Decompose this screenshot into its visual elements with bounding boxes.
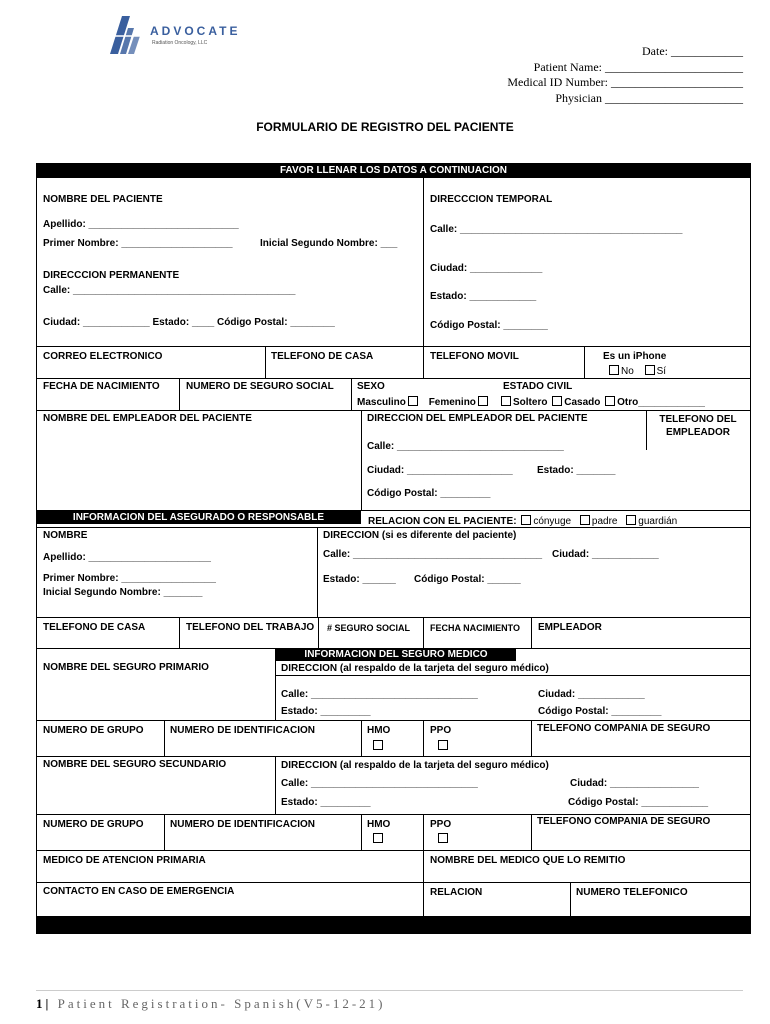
group-number-label: NUMERO DE GRUPO [43,725,144,736]
middle-initial-field[interactable]: Inicial Segundo Nombre: ___ [260,238,398,249]
permanent-city-field[interactable]: Ciudad: ____________ Estado: ____ Código Postal: ________ [43,317,335,328]
physician-field[interactable]: Physician _______________________ [555,90,743,105]
section-bar-patient: FAVOR LLENAR LOS DATOS A CONTINUACION [36,164,751,178]
employer-city-field[interactable]: Ciudad: ___________________ [367,465,513,476]
iphone-yes-checkbox[interactable] [645,365,655,375]
primary-state-field[interactable]: Estado: _________ [281,706,371,717]
married-label: Casado [564,397,601,408]
page-title: FORMULARIO DE REGISTRO DEL PACIENTE [256,120,514,134]
primary-street-field[interactable]: Calle: ______________________________ [281,689,478,700]
mobile-phone-label: TELEFONO MOVIL [430,351,519,362]
hmo-2-label: HMO [367,819,391,830]
footer-text: Patient Registration- Spanish(V5-12-21) [57,996,386,1011]
last-name-field[interactable]: Apellido: ___________________________ [43,219,239,230]
secondary-address-label: DIRECCION (al respaldo de la tarjeta del seguro médico) [281,760,549,771]
temporary-city-field[interactable]: Ciudad: _____________ [430,263,543,274]
primary-city-field[interactable]: Ciudad: ____________ [538,689,645,700]
employer-street-field[interactable]: Calle: ______________________________ [367,441,564,452]
iphone-no-checkbox[interactable] [609,365,619,375]
insured-state-field[interactable]: Estado: ______ [323,574,396,585]
birthdate-label: FECHA DE NACIMIENTO [43,381,160,392]
insured-employer-label: EMPLEADOR [538,622,602,633]
patient-name-label: NOMBRE DEL PACIENTE [43,194,163,205]
page-number: 1 [36,996,46,1011]
parent-checkbox[interactable] [580,515,590,525]
primary-address-label: DIRECCION (al respaldo de la tarjeta del seguro médico) [281,663,549,674]
other-field[interactable]: Otro____________ [617,397,705,408]
female-checkbox[interactable] [478,396,488,406]
guardian-label: guardián [638,516,678,527]
sex-label: SEXO [357,381,385,392]
insured-birthdate-label: FECHA NACIMIENTO [430,623,520,633]
spouse-checkbox[interactable] [521,515,531,525]
male-checkbox[interactable] [408,396,418,406]
single-label: Soltero [513,397,548,408]
secondary-city-field[interactable]: Ciudad: ________________ [570,778,699,789]
spouse-label: cónyuge [533,516,572,527]
employer-zip-field[interactable]: Código Postal: _________ [367,488,491,499]
iphone-yes-label: Sí [656,366,667,377]
temporary-address-label: DIRECCCION TEMPORAL [430,194,553,205]
group-number-2-label: NUMERO DE GRUPO [43,819,144,830]
other-checkbox[interactable] [605,396,615,406]
logo-subtitle: Radiation Oncology, LLC [152,40,208,46]
insured-ssn-label: # SEGURO SOCIAL [327,623,411,633]
secondary-street-field[interactable]: Calle: ______________________________ [281,778,478,789]
temporary-zip-field[interactable]: Código Postal: ________ [430,320,548,331]
employer-address-label: DIRECCION DEL EMPLEADOR DEL PACIENTE [367,413,588,424]
form-bottom-bar [36,916,751,934]
home-phone-label: TELEFONO DE CASA [271,351,374,362]
logo-brand: ADVOCATE [150,24,241,38]
section-bar-insured: INFORMACION DEL ASEGURADO O RESPONSABLE [36,511,361,524]
insured-street-field[interactable]: Calle: __________________________________ [323,549,543,560]
secondary-zip-field[interactable]: Código Postal: ____________ [568,797,709,808]
hmo-checkbox[interactable] [373,740,383,750]
ppo-label: PPO [430,725,452,736]
permanent-address-label: DIRECCCION PERMANENTE [43,270,180,281]
employer-name-label: NOMBRE DEL EMPLEADOR DEL PACIENTE [43,413,252,424]
married-checkbox[interactable] [552,396,562,406]
ppo-2-checkbox[interactable] [438,833,448,843]
insured-work-phone-label: TELEFONO DEL TRABAJO [186,622,315,633]
primary-insurance-label: NOMBRE DEL SEGURO PRIMARIO [43,662,209,673]
patient-name-field[interactable]: Patient Name: _______________________ [533,59,743,74]
female-label: Femenino [428,397,476,408]
employer-phone-label: TELEFONO DEL EMPLEADOR [659,414,737,438]
primary-zip-field[interactable]: Código Postal: _________ [538,706,662,717]
ppo-2-label: PPO [430,819,452,830]
insured-address-label: DIRECCION (si es diferente del paciente) [323,530,517,541]
iphone-label: Es un iPhone [603,351,667,362]
temporary-state-field[interactable]: Estado: ____________ [430,291,537,302]
referring-physician-label: NOMBRE DEL MEDICO QUE LO REMITIO [430,855,626,866]
ppo-checkbox[interactable] [438,740,448,750]
section-bar-insurance: INFORMACION DEL SEGURO MEDICO [276,649,516,661]
insured-last-name-field[interactable]: Apellido: ______________________ [43,552,211,563]
male-label: Masculino [357,397,406,408]
medical-id-field[interactable]: Medical ID Number: ______________________ [507,75,743,89]
secondary-state-field[interactable]: Estado: _________ [281,797,371,808]
marital-status-label: ESTADO CIVIL [503,381,573,392]
first-name-field[interactable]: Primer Nombre: ____________________ [43,238,233,249]
insured-zip-field[interactable]: Código Postal: ______ [414,574,521,585]
hmo-label: HMO [367,725,391,736]
ssn-label: NUMERO DE SEGURO SOCIAL [186,381,334,392]
relationship-2-label: RELACION [430,887,483,898]
id-number-label: NUMERO DE IDENTIFICACION [170,725,315,736]
date-field[interactable]: Date: ____________ [642,44,743,58]
logo-mark-icon [108,14,144,54]
parent-label: padre [591,516,618,527]
insured-home-phone-label: TELEFONO DE CASA [43,622,146,633]
phone-number-label: NUMERO TELEFONICO [576,887,688,898]
hmo-2-checkbox[interactable] [373,833,383,843]
primary-physician-label: MEDICO DE ATENCION PRIMARIA [43,855,206,866]
temporary-street-field[interactable]: Calle: ________________________________________ [430,224,683,235]
guardian-checkbox[interactable] [626,515,636,525]
email-label: CORREO ELECTRONICO [43,351,163,362]
insured-first-name-field[interactable]: Primer Nombre: _________________ [43,573,216,584]
single-checkbox[interactable] [501,396,511,406]
insurance-phone-label: TELEFONO COMPANIA DE SEGURO [537,723,711,734]
secondary-insurance-label: NOMBRE DEL SEGURO SECUNDARIO [43,759,227,770]
insured-name-label: NOMBRE [43,530,88,541]
permanent-street-field[interactable]: Calle: ________________________________________ [43,285,296,296]
iphone-no-label: No [621,366,634,377]
insurance-phone-2-label: TELEFONO COMPANIA DE SEGURO [537,816,711,827]
insured-city-field[interactable]: Ciudad: ____________ [552,549,659,560]
logo [108,14,248,54]
employer-state-field[interactable]: Estado: _______ [537,465,616,476]
id-number-2-label: NUMERO DE IDENTIFICACION [170,819,315,830]
relationship-label: RELACION CON EL PACIENTE [368,516,514,527]
insured-middle-initial-field[interactable]: Inicial Segundo Nombre: _______ [43,587,203,598]
emergency-contact-label: CONTACTO EN CASO DE EMERGENCIA [43,886,235,897]
